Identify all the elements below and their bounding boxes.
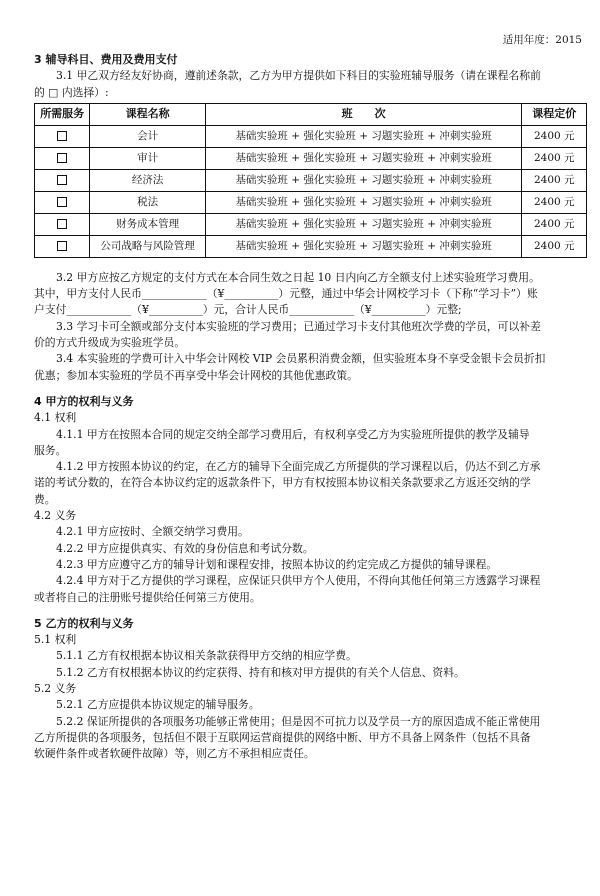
clause-3-4-line-2: 优惠；参加本实验班的学员不再享受中华会计网校的其他优惠政策。 bbox=[34, 368, 358, 382]
table-row bbox=[35, 191, 587, 213]
subsection-5-1: 5.1 权利 bbox=[34, 633, 77, 647]
clause-3-4-line-1: 3.4 本实验班的学费可计入中华会计网校 VIP 会员累积消费金额，但实验班本身不享受金银卡会员折扣 bbox=[56, 352, 546, 366]
clause-5-2-1: 5.2.1 乙方应提供本协议规定的辅导服务。 bbox=[56, 698, 260, 712]
clause-5-2-2-line-3: 软硬件条件或者软硬件故障）等，则乙方不承担相应责任。 bbox=[34, 747, 315, 761]
clause-4-2-4-line-2: 或者将自己的注册账号提供给任何第三方使用。 bbox=[34, 590, 261, 604]
course-classes: 基础实验班 + 强化实验班 + 习题实验班 + 冲刺实验班 bbox=[205, 147, 522, 169]
checkbox-icon bbox=[57, 175, 67, 185]
header-classes: 班 次 bbox=[205, 103, 522, 125]
table-row bbox=[35, 125, 587, 147]
course-classes: 基础实验班 + 强化实验班 + 习题实验班 + 冲刺实验班 bbox=[205, 235, 522, 257]
course-classes: 基础实验班 + 强化实验班 + 习题实验班 + 冲刺实验班 bbox=[205, 191, 522, 213]
clause-5-1-2: 5.1.2 乙方有权根据本协议的约定获得、持有和核对甲方提供的有关个人信息、资料。 bbox=[56, 665, 465, 679]
clause-4-2-2: 4.2.2 甲方应提供真实、有效的身份信息和考试分数。 bbox=[56, 541, 314, 555]
table-row bbox=[35, 169, 587, 191]
clause-3-2-line-3: 户支付____________（¥__________）元，合计人民币____________（¥__________）元整; bbox=[34, 303, 462, 317]
clause-5-1-1: 5.1.1 乙方有权根据本协议相关条款获得甲方交纳的相应学费。 bbox=[56, 649, 357, 663]
clause-5-2-2-line-1: 5.2.2 保证所提供的各项服务功能够正常使用；但是因不可抗力以及学员一方的原因造成不能正常使用 bbox=[56, 714, 541, 728]
service-checkbox[interactable] bbox=[35, 169, 90, 191]
checkbox-icon bbox=[57, 153, 67, 163]
table-row bbox=[35, 235, 587, 257]
subsection-4-2: 4.2 义务 bbox=[34, 509, 77, 523]
clause-4-1-2-line-1: 4.1.2 甲方按照本协议的约定，在乙方的辅导下全面完成乙方所提供的学习课程以后，仍达不到乙方承 bbox=[56, 460, 541, 474]
clause-3-3-line-1: 3.3 学习卡可全额或部分支付本实验班的学习费用；已通过学习卡支付其他班次学费的学员，可以补差 bbox=[56, 319, 541, 333]
contract-document bbox=[34, 52, 586, 763]
section-5-title: 5 乙方的权利与义务 bbox=[34, 616, 134, 630]
checkbox-icon bbox=[57, 131, 67, 141]
clause-4-1-1-line-2: 服务。 bbox=[34, 443, 67, 457]
clause-3-1-line-1: 3.1 甲乙双方经友好协商，遵前述条款，乙方为甲方提供如下科目的实验班辅导服务（请在课程名称前 bbox=[56, 69, 541, 83]
clause-3-2-line-1: 3.2 甲方应按乙方规定的支付方式在本合同生效之日起 10 日内向乙方全额支付上述实验班学习费用。 bbox=[56, 270, 540, 284]
clause-4-1-2-line-3: 费。 bbox=[34, 492, 56, 506]
service-checkbox[interactable] bbox=[35, 147, 90, 169]
clause-4-2-3: 4.2.3 甲方应遵守乙方的辅导计划和课程安排，按照本协议的约定完成乙方提供的辅导课程。 bbox=[56, 557, 498, 571]
header-course: 课程名称 bbox=[90, 103, 205, 125]
header-price: 课程定价 bbox=[522, 103, 587, 125]
clause-3-3-line-2: 价的方式升级成为实验班学员。 bbox=[34, 336, 186, 350]
course-price: 2400 元 bbox=[522, 125, 587, 147]
service-checkbox[interactable] bbox=[35, 191, 90, 213]
subsection-5-2: 5.2 义务 bbox=[34, 682, 77, 696]
course-classes: 基础实验班 + 强化实验班 + 习题实验班 + 冲刺实验班 bbox=[205, 169, 522, 191]
course-price: 2400 元 bbox=[522, 213, 587, 235]
course-name: 公司战略与风险管理 bbox=[90, 235, 205, 257]
checkbox-icon bbox=[57, 241, 67, 251]
clause-4-1-2-line-2: 诺的考试分数的，在符合本协议约定的返款条件下，甲方有权按照本协议相关条款要求乙方返还交纳的学 bbox=[34, 476, 531, 490]
table-row bbox=[35, 147, 587, 169]
course-table bbox=[34, 103, 587, 258]
clause-4-1-1-line-1: 4.1.1 甲方在按照本合同的规定交纳全部学习费用后，有权利享受乙方为实验班所提供的教学及辅导 bbox=[56, 427, 530, 441]
clause-3-2-line-2: 其中，甲方支付人民币____________（¥__________）元整，通过中华会计网校学习卡（下称“学习卡”）账 bbox=[34, 287, 538, 301]
clause-3-1-line-2: 的 □ 内选择）: bbox=[34, 85, 109, 99]
service-checkbox[interactable] bbox=[35, 125, 90, 147]
course-table-header bbox=[35, 103, 587, 125]
service-checkbox[interactable] bbox=[35, 213, 90, 235]
section-3-title: 3 辅导科目、费用及费用支付 bbox=[34, 53, 178, 66]
course-name: 税法 bbox=[90, 191, 205, 213]
course-name: 审计 bbox=[90, 147, 205, 169]
service-checkbox[interactable] bbox=[35, 235, 90, 257]
checkbox-icon bbox=[57, 197, 67, 207]
course-classes: 基础实验班 + 强化实验班 + 习题实验班 + 冲刺实验班 bbox=[205, 125, 522, 147]
course-name: 经济法 bbox=[90, 169, 205, 191]
checkbox-icon bbox=[57, 219, 67, 229]
clause-4-2-1: 4.2.1 甲方应按时、全额交纳学习费用。 bbox=[56, 525, 249, 539]
applicable-year: 适用年度：2015 bbox=[502, 34, 582, 46]
section-4-title: 4 甲方的权利与义务 bbox=[34, 394, 134, 408]
subsection-4-1: 4.1 权利 bbox=[34, 411, 77, 425]
course-price: 2400 元 bbox=[522, 191, 587, 213]
course-name: 财务成本管理 bbox=[90, 213, 205, 235]
course-price: 2400 元 bbox=[522, 169, 587, 191]
clause-4-2-4-line-1: 4.2.4 甲方对于乙方提供的学习课程，应保证只供甲方个人使用，不得向其他任何第三方透露学习课程 bbox=[56, 574, 541, 588]
course-name: 会计 bbox=[90, 125, 205, 147]
course-price: 2400 元 bbox=[522, 147, 587, 169]
header-service: 所需服务 bbox=[35, 103, 90, 125]
clause-5-2-2-line-2: 乙方所提供的各项服务，包括但不限于互联网运营商提供的网络中断、甲方不具备上网条件（包括不具备 bbox=[34, 730, 531, 744]
course-classes: 基础实验班 + 强化实验班 + 习题实验班 + 冲刺实验班 bbox=[205, 213, 522, 235]
course-price: 2400 元 bbox=[522, 235, 587, 257]
table-row bbox=[35, 213, 587, 235]
